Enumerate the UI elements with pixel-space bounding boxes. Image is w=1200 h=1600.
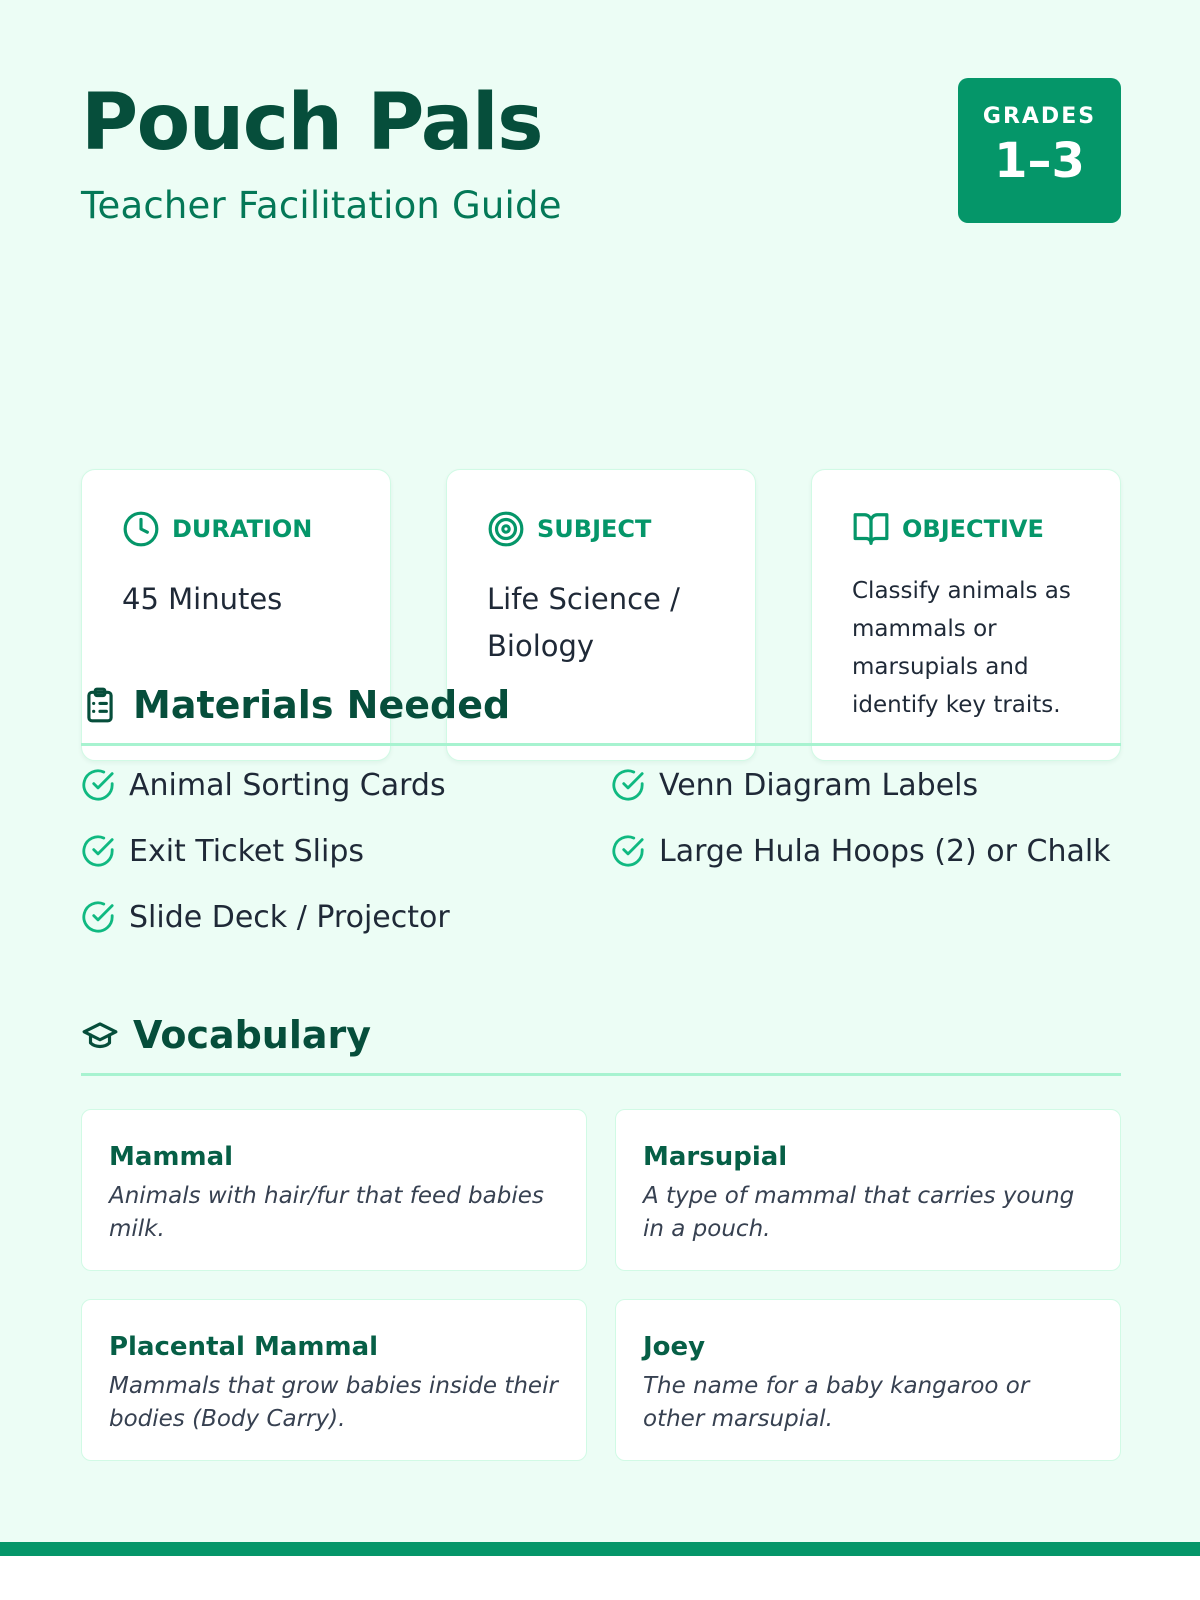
list-item	[611, 768, 1121, 802]
graduation-cap-icon	[81, 1016, 119, 1054]
page-bottom-margin	[0, 1556, 1200, 1600]
vocab-term: Joey	[643, 1332, 706, 1362]
list-item	[81, 900, 611, 934]
check-circle-icon	[81, 834, 115, 868]
page-title: Pouch Pals	[81, 78, 543, 168]
clipboard-icon	[81, 686, 119, 724]
vocab-card	[81, 1109, 587, 1271]
grade-label: GRADES	[982, 104, 1097, 129]
header	[81, 78, 1121, 228]
list-item	[81, 768, 611, 802]
list-item-label: Slide Deck / Projector	[129, 899, 450, 935]
clock-icon	[122, 510, 160, 548]
info-card-label: OBJECTIVE	[902, 515, 1044, 543]
list-item-label: Animal Sorting Cards	[129, 767, 446, 803]
book-open-icon	[852, 510, 890, 548]
check-circle-icon	[81, 900, 115, 934]
info-card-label: DURATION	[172, 515, 313, 543]
list-item	[611, 834, 1121, 868]
grade-badge	[958, 78, 1121, 223]
list-item	[81, 834, 611, 868]
list-item-label: Exit Ticket Slips	[129, 833, 365, 869]
check-circle-icon	[611, 834, 645, 868]
vocab-definition: A type of mammal that carries young in a pouch.	[643, 1183, 1075, 1242]
title-block	[81, 78, 562, 227]
check-circle-icon	[611, 768, 645, 802]
guide-page	[81, 78, 1121, 1432]
info-card-head	[487, 510, 715, 548]
info-card-label: SUBJECT	[537, 515, 652, 543]
target-icon	[487, 510, 525, 548]
check-circle-icon	[81, 768, 115, 802]
list-item-label: Large Hula Hoops (2) or Chalk	[659, 833, 1111, 869]
vocab-definition: Mammals that grow babies inside their bodies (Body Carry).	[109, 1373, 558, 1432]
vocab-card	[615, 1109, 1121, 1271]
page-subtitle: Teacher Facilitation Guide	[81, 184, 562, 227]
footer-bar	[0, 1542, 1200, 1556]
materials-list	[81, 768, 1121, 934]
vocab-term: Placental Mammal	[109, 1332, 379, 1362]
vocab-card	[615, 1299, 1121, 1461]
vocab-term: Mammal	[109, 1142, 234, 1172]
vocab-definition: The name for a baby kangaroo or other marsupial.	[643, 1373, 1030, 1432]
info-card-head	[852, 510, 1080, 548]
section-title: Materials Needed	[133, 683, 511, 727]
info-card-head	[122, 510, 350, 548]
info-card-value: Classify animals as mammals or marsupials and identify key traits.	[852, 578, 1071, 718]
info-card-value: Life Science / Biology	[487, 582, 680, 663]
vocab-card	[81, 1299, 587, 1461]
vocabulary-grid	[81, 1109, 1121, 1461]
vocab-definition: Animals with hair/fur that feed babies milk.	[109, 1183, 544, 1242]
vocabulary-heading	[81, 1013, 1121, 1076]
info-card-value: 45 Minutes	[122, 582, 283, 616]
materials-heading	[81, 683, 1121, 746]
section-title: Vocabulary	[133, 1013, 372, 1057]
vocab-term: Marsupial	[643, 1142, 788, 1172]
list-item-label: Venn Diagram Labels	[659, 767, 979, 803]
grade-value: 1–3	[994, 133, 1085, 189]
